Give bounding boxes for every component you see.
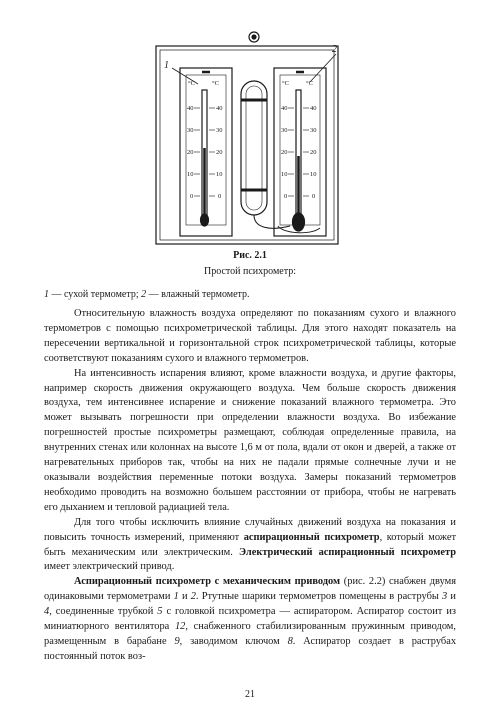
right-tick-label: 10 — [310, 171, 317, 178]
left-tick-label: 20 — [187, 149, 194, 156]
legend-text: — влажный термометр. — [146, 289, 250, 300]
part-number: 2 — [190, 591, 196, 603]
part-number: 4 — [44, 606, 50, 618]
part-number: 5 — [157, 606, 163, 618]
paragraph: На интенсивность испарения влияют, кроме влажности воздуха, и другие факторы, например скорость движения окружающего воздуха. Чем больше скорость движения воздуха, тем интенсивнее испарение и снижение показаний влажного термометра. Это может вызывать погрешности при определении влажности воздуха. Во избежание погрешностей простые психрометры размещают, соблюдая определенные правила, на внутренних стенах или колоннах на высоте 1,6 м от пола, вдали от окон и дверей, а также от нагревательных приборов так, чтобы на них не падали прямые солнечные лучи и не оказывали воздействия переменные потоки воздуха. Замеры показаний термометров необходимо проводить на возможно большем расстоянии от прибора, чтобы не нагревать его дыханием и тепловой радиацией тела. — [44, 367, 456, 513]
term-electric-psychrometer: Электрический аспирационный психрометр — [238, 546, 456, 558]
right-tick-label: 20 — [310, 149, 317, 156]
part-number: 12 — [174, 621, 186, 633]
legend-number: 2 — [141, 289, 147, 300]
callout-label-1: 1 — [164, 60, 169, 71]
right-tick-label: 0 — [312, 193, 316, 200]
text-run: . Ртутные шарики термометров помещены в раструбы — [195, 591, 443, 603]
part-number: 9 — [174, 635, 180, 647]
text-run: . Аспиратор создает в раструбах постоянный поток воз- — [44, 635, 457, 662]
left-tick-label: 30 — [216, 127, 223, 134]
part-number: 3 — [442, 591, 448, 603]
right-tick-label: 0 — [284, 193, 288, 200]
legend-text: — сухой термометр; — [49, 289, 142, 300]
part-number: 1 — [173, 591, 179, 603]
text-run: и — [447, 591, 456, 603]
text-run: имеет электрический привод. — [44, 561, 175, 573]
text-run: , который может быть механическим или электрическим. — [44, 531, 456, 558]
right-scale-unit: °C — [282, 80, 289, 87]
page-number: 21 — [245, 689, 255, 700]
text-run: с головкой психрометра — аспиратором. Аспиратор состоит из миниатюрного вентилятора — [44, 606, 456, 633]
left-scale-unit-alt: °C — [212, 80, 219, 87]
figure-legend — [44, 289, 250, 300]
dry-thermometer-bulb — [201, 214, 209, 226]
paragraph: Относительную влажность воздуха определяют по показаниям сухого и влажного термометров с помощью психрометрической таблицы. Для этого находят показатель на пересечении вертикальной и горизонтальной строк психрометрической таблицы, которые соответствуют показаниям сухого и влажного термометров. — [44, 308, 456, 364]
right-tick-label: 10 — [281, 171, 288, 178]
left-tick-label: 10 — [187, 171, 194, 178]
legend-number: 1 — [44, 289, 49, 300]
instrument-frame — [156, 46, 338, 244]
paragraph — [44, 516, 456, 576]
callout-label-2: 2 — [332, 44, 337, 55]
left-tick-label: 40 — [216, 105, 223, 112]
text-run: (рис. 2.2) снабжен двумя одинаковыми термометрами — [44, 576, 456, 603]
wet-thermometer-wick — [293, 213, 305, 231]
psychrometer-figure — [150, 28, 340, 250]
text-run: , соединенные трубкой — [49, 606, 158, 618]
left-tick-label: 0 — [190, 193, 194, 200]
text-run: и — [178, 591, 191, 603]
right-scale-unit-alt: °C — [306, 80, 313, 87]
term-mechanical-psychrometer: Аспирационный психрометр с механическим приводом — [74, 576, 341, 588]
term-aspiration-psychrometer: аспирационный психрометр — [243, 531, 380, 543]
text-run: , снабженного стабилизированным пружинным приводом, размещенным в барабане — [44, 621, 456, 647]
text-run: , заводимом ключом — [179, 635, 288, 647]
right-tick-label: 30 — [281, 127, 288, 134]
figure-caption-title: Рис. 2.1 — [233, 250, 267, 261]
left-tick-label: 30 — [187, 127, 194, 134]
body-text — [44, 307, 456, 665]
part-number: 8 — [287, 635, 293, 647]
left-scale-unit: °C — [188, 80, 195, 87]
figure-caption-subtitle: Простой психрометр: — [204, 266, 296, 277]
right-tick-label: 40 — [281, 105, 288, 112]
text-run: Для того чтобы исключить влияние случайных движений воздуха на показания и повысить точность измерений, применяют — [44, 516, 456, 543]
left-tick-label: 40 — [187, 105, 194, 112]
left-tick-label: 0 — [218, 193, 222, 200]
right-tick-label: 40 — [310, 105, 317, 112]
left-tick-label: 20 — [216, 149, 223, 156]
right-tick-label: 20 — [281, 149, 288, 156]
left-tick-label: 10 — [216, 171, 223, 178]
paragraph — [44, 575, 456, 664]
right-tick-label: 30 — [310, 127, 317, 134]
